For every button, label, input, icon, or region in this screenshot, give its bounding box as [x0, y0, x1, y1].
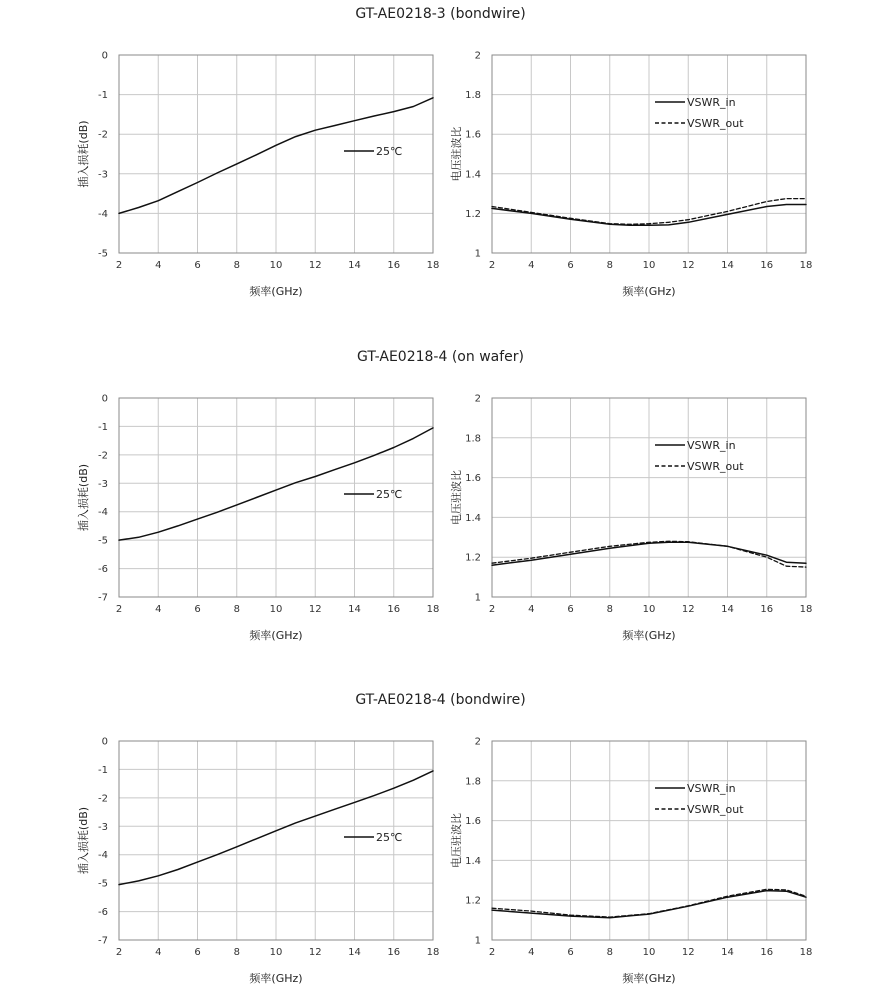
y-tick-label: 1.4: [465, 169, 481, 181]
y-tick-label: -4: [98, 850, 108, 862]
x-tick-label: 18: [426, 260, 440, 271]
legend-label: 25℃: [376, 488, 403, 501]
x-axis-label: 频率(GHz): [249, 629, 303, 642]
y-tick-label: -6: [98, 564, 108, 576]
x-tick-label: 14: [721, 947, 734, 958]
x-tick-label: 4: [528, 260, 535, 271]
section-title-2: GT-AE0218-4 (on wafer): [357, 349, 524, 365]
x-tick-label: 2: [488, 260, 496, 271]
y-tick-label: -1: [98, 421, 108, 433]
x-tick-label: 2: [115, 947, 123, 958]
y-tick-label: -3: [98, 478, 108, 490]
y-tick-label: -7: [98, 935, 108, 947]
y-tick-label: -5: [98, 248, 108, 260]
x-tick-label: 4: [528, 604, 535, 615]
y-tick-label: 1.6: [465, 129, 481, 141]
x-tick-label: 16: [387, 604, 401, 615]
x-tick-label: 16: [760, 260, 774, 271]
y-tick-label: 2: [474, 393, 481, 405]
y-tick-label: 1.4: [465, 855, 481, 867]
x-tick-label: 14: [721, 260, 734, 271]
chart-1: [76, 51, 439, 299]
y-tick-label: 0: [101, 736, 108, 748]
x-axis-label: 频率(GHz): [249, 972, 303, 985]
x-axis-label: 频率(GHz): [622, 285, 676, 298]
y-axis-label: 电压驻波比: [450, 813, 463, 868]
y-tick-label: 1.4: [465, 512, 481, 524]
y-tick-label: 1: [474, 935, 481, 947]
x-tick-label: 12: [681, 604, 695, 615]
y-tick-label: -4: [98, 208, 108, 220]
y-tick-label: -6: [98, 907, 108, 919]
y-tick-label: 0: [101, 50, 108, 62]
x-tick-label: 2: [488, 604, 496, 615]
y-tick-label: 0: [101, 393, 108, 405]
legend-label: VSWR_out: [687, 803, 744, 816]
x-tick-label: 4: [155, 604, 162, 615]
x-tick-label: 2: [488, 947, 496, 958]
x-tick-label: 14: [348, 604, 361, 615]
legend: [344, 831, 402, 844]
chart-5: [76, 737, 439, 986]
x-tick-label: 16: [387, 260, 401, 271]
x-tick-label: 18: [799, 604, 813, 615]
x-tick-label: 16: [760, 947, 774, 958]
y-axis-label: 电压驻波比: [450, 126, 463, 182]
x-tick-label: 8: [606, 260, 613, 271]
y-tick-label: -4: [98, 507, 108, 519]
y-tick-label: 1.6: [465, 816, 481, 828]
y-tick-label: -2: [98, 450, 108, 462]
x-tick-label: 6: [194, 604, 201, 615]
x-tick-label: 14: [348, 260, 361, 271]
x-axis-label: 频率(GHz): [249, 285, 303, 298]
y-tick-label: 2: [474, 50, 481, 62]
y-tick-label: 1.2: [465, 552, 481, 564]
y-tick-label: 1.8: [465, 776, 481, 788]
y-tick-label: -2: [98, 793, 108, 805]
y-axis-label: 插入损耗(dB): [77, 463, 90, 532]
x-tick-label: 8: [606, 947, 613, 958]
x-tick-label: 6: [567, 260, 574, 271]
y-tick-label: 1.6: [465, 473, 481, 485]
legend-label: VSWR_out: [687, 117, 744, 130]
y-tick-label: -3: [98, 821, 108, 833]
y-tick-label: -7: [98, 592, 108, 604]
x-tick-label: 10: [642, 947, 656, 958]
x-tick-label: 18: [799, 260, 813, 271]
x-tick-label: 8: [233, 604, 240, 615]
legend-label: 25℃: [376, 145, 403, 158]
x-tick-label: 4: [155, 947, 162, 958]
legend-label: VSWR_in: [687, 782, 736, 795]
x-tick-label: 18: [426, 947, 440, 958]
y-tick-label: -3: [98, 169, 108, 181]
x-tick-label: 10: [269, 260, 283, 271]
x-tick-label: 10: [642, 604, 656, 615]
legend-label: VSWR_out: [687, 460, 744, 473]
section-title-1: GT-AE0218-3 (bondwire): [355, 6, 526, 22]
y-tick-label: 1.8: [465, 433, 481, 445]
x-tick-label: 18: [426, 604, 440, 615]
chart-4: [449, 394, 812, 643]
y-tick-label: -1: [98, 90, 108, 102]
y-axis-label: 电压驻波比: [450, 470, 463, 525]
y-tick-label: 2: [474, 736, 481, 748]
chart-6: [449, 737, 812, 986]
y-tick-label: -2: [98, 129, 108, 141]
x-tick-label: 4: [155, 260, 162, 271]
legend: [655, 96, 744, 130]
x-axis-label: 频率(GHz): [622, 972, 676, 985]
x-tick-label: 8: [606, 604, 613, 615]
legend: [344, 145, 402, 158]
x-tick-label: 14: [721, 604, 734, 615]
x-tick-label: 6: [567, 947, 574, 958]
chart-2: [449, 51, 812, 299]
legend-label: VSWR_in: [687, 96, 736, 109]
x-tick-label: 4: [528, 947, 535, 958]
y-axis-label: 插入损耗(dB): [77, 806, 90, 875]
x-tick-label: 12: [681, 260, 695, 271]
x-tick-label: 8: [233, 947, 240, 958]
legend: [655, 782, 744, 816]
y-tick-label: 1: [474, 592, 481, 604]
x-tick-label: 18: [799, 947, 813, 958]
x-tick-label: 6: [567, 604, 574, 615]
x-tick-label: 16: [387, 947, 401, 958]
y-tick-label: -1: [98, 764, 108, 776]
legend: [344, 488, 402, 501]
x-tick-label: 14: [348, 947, 361, 958]
x-tick-label: 10: [269, 947, 283, 958]
x-tick-label: 12: [308, 947, 322, 958]
y-axis-label: 插入损耗(dB): [77, 120, 90, 188]
x-tick-label: 6: [194, 947, 201, 958]
legend-label: VSWR_in: [687, 439, 736, 452]
legend-label: 25℃: [376, 831, 403, 844]
legend: [655, 439, 744, 473]
y-tick-label: 1.2: [465, 895, 481, 907]
x-axis-label: 频率(GHz): [622, 629, 676, 642]
x-tick-label: 12: [308, 260, 322, 271]
y-tick-label: -5: [98, 535, 108, 547]
x-tick-label: 16: [760, 604, 774, 615]
y-tick-label: 1.2: [465, 208, 481, 220]
y-tick-label: -5: [98, 878, 108, 890]
x-tick-label: 2: [115, 604, 123, 615]
x-tick-label: 12: [308, 604, 322, 615]
y-tick-label: 1.8: [465, 90, 481, 102]
x-tick-label: 2: [115, 260, 123, 271]
section-title-3: GT-AE0218-4 (bondwire): [355, 692, 526, 708]
x-tick-label: 10: [269, 604, 283, 615]
x-tick-label: 12: [681, 947, 695, 958]
x-tick-label: 8: [233, 260, 240, 271]
x-tick-label: 10: [642, 260, 656, 271]
chart-3: [76, 394, 439, 643]
x-tick-label: 6: [194, 260, 201, 271]
y-tick-label: 1: [474, 248, 481, 260]
